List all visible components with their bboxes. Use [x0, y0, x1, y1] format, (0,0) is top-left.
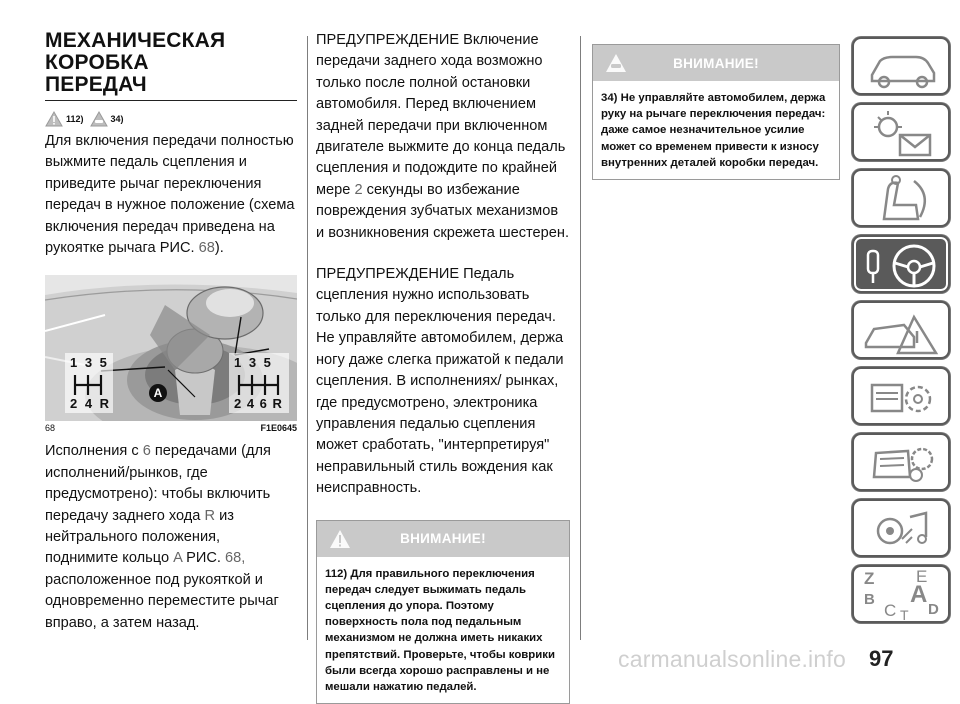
tab-car[interactable]	[852, 37, 950, 95]
figure-code: F1E0645	[260, 423, 297, 434]
shift-pattern-bottom-right: 2 4 6 R	[234, 396, 283, 412]
index-letter-a: A	[910, 581, 928, 608]
shift-pattern-top-left: 1 3 5	[70, 355, 109, 371]
tab-index[interactable]	[852, 565, 950, 623]
car-crash-icon	[854, 303, 950, 359]
shift-pattern-bottom-left: 2 4 R	[70, 396, 112, 412]
tab-warning-lights[interactable]	[852, 103, 950, 161]
warning-header	[317, 521, 569, 557]
tab-service[interactable]	[852, 367, 950, 425]
shift-pattern-top-right: 1 3 5	[234, 355, 273, 371]
warning-lights-icon	[854, 105, 950, 161]
index-letter-z: Z	[864, 569, 875, 588]
ref-112: 112)	[66, 114, 84, 124]
warning-title: ВНИМАНИЕ!	[673, 55, 759, 71]
media-icon	[854, 501, 950, 557]
car-icon	[854, 39, 950, 95]
figure-caption	[45, 423, 297, 433]
right-column	[592, 44, 840, 180]
tab-safety[interactable]	[852, 169, 950, 227]
ref-34: 34)	[110, 114, 124, 124]
index-letter-e: E	[916, 567, 928, 586]
page-number: 97	[869, 646, 894, 671]
paragraph-gear-engage: Для включения передачи полностью выжмите педаль сцепления и приведите рычаг переключения передач в нужное положение (схема включения передач приведена на рукоятке рычага РИС. 68).	[45, 133, 295, 257]
left-column	[45, 30, 297, 634]
tab-maintenance[interactable]	[852, 433, 950, 491]
warning-text: 112) Для правильного переключения передач следует выжимать педаль сцепления до упора. Поэтому поверхность пола под педальным механизмом не должна иметь никаких препятствий. Проверьте, чтобы коврики были всегда хорошо расправлены и не мешали нажатию педалей.	[325, 567, 555, 693]
paragraph-warning-reverse: ПРЕДУПРЕЖДЕНИЕ Включение передачи заднего хода возможно только после полной остановки автомобиля. Перед включением задней передачи при включенном двигателе выжмите до конца педаль сцепления и подождите по крайней мере 2 секунды во избежание повреждения зубчатых механизмов и возникновения скрежета шестерен.	[316, 32, 570, 241]
column-divider-1	[307, 36, 308, 640]
car-warning-icon	[90, 111, 108, 127]
tab-emergency[interactable]	[852, 301, 950, 359]
reference-row	[45, 111, 297, 127]
index-letter-d: D	[928, 601, 939, 618]
warning-title: ВНИМАНИЕ!	[400, 531, 486, 547]
warning-text: 34) Не управляйте автомобилем, держа руку на рычаге переключения передач: даже самое незначительное усилие может со временем привести к износу внутренних деталей коробки передач.	[601, 92, 826, 169]
index-letter-t: T	[900, 607, 909, 623]
steering-wheel-icon	[854, 237, 950, 293]
seat-safety-icon	[854, 171, 950, 227]
ring-marker-a: A	[149, 384, 167, 402]
figure-number: 68	[45, 423, 56, 434]
warning-triangle-icon	[329, 529, 351, 549]
index-letter-c: C	[884, 601, 897, 620]
warning-triangle-icon	[45, 111, 63, 127]
service-icon	[854, 369, 950, 425]
tab-multimedia[interactable]	[852, 499, 950, 557]
middle-column	[316, 30, 570, 704]
tab-starting-driving[interactable]	[852, 235, 950, 293]
warning-box-34	[592, 44, 840, 180]
gear-lever-figure	[45, 275, 297, 421]
car-warning-icon	[605, 53, 627, 73]
index-letter-b: B	[864, 591, 875, 608]
warning-header	[593, 45, 839, 81]
section-title: МЕХАНИЧЕСКАЯ КОРОБКА ПЕРЕДАЧ	[45, 30, 297, 101]
column-divider-2	[580, 36, 581, 640]
paragraph-warning-clutch: ПРЕДУПРЕЖДЕНИЕ Педаль сцепления нужно использовать только для переключения передач. Не управляйте автомобилем, держа ногу даже слегка прижатой к педали сцепления. В исполнениях/ рынках, где предусмотрено, электроника управления педалью сцепления может сработать, "интерпретируя" неправильный стиль вождения как неисправность.	[316, 266, 564, 497]
warning-box-112	[316, 520, 570, 704]
watermark: carmanualsonline.info	[618, 646, 846, 672]
paragraph-reverse-gear: Исполнения с 6 передачами (для исполнений/рынков, где предусмотрено): чтобы включить передачу заднего хода R из нейтрального положения, поднимите кольцо A РИС. 68, расположенное под рукояткой и одновременно переместите рычаг вправо, а затем назад.	[45, 443, 279, 631]
maintenance-icon	[854, 435, 950, 491]
